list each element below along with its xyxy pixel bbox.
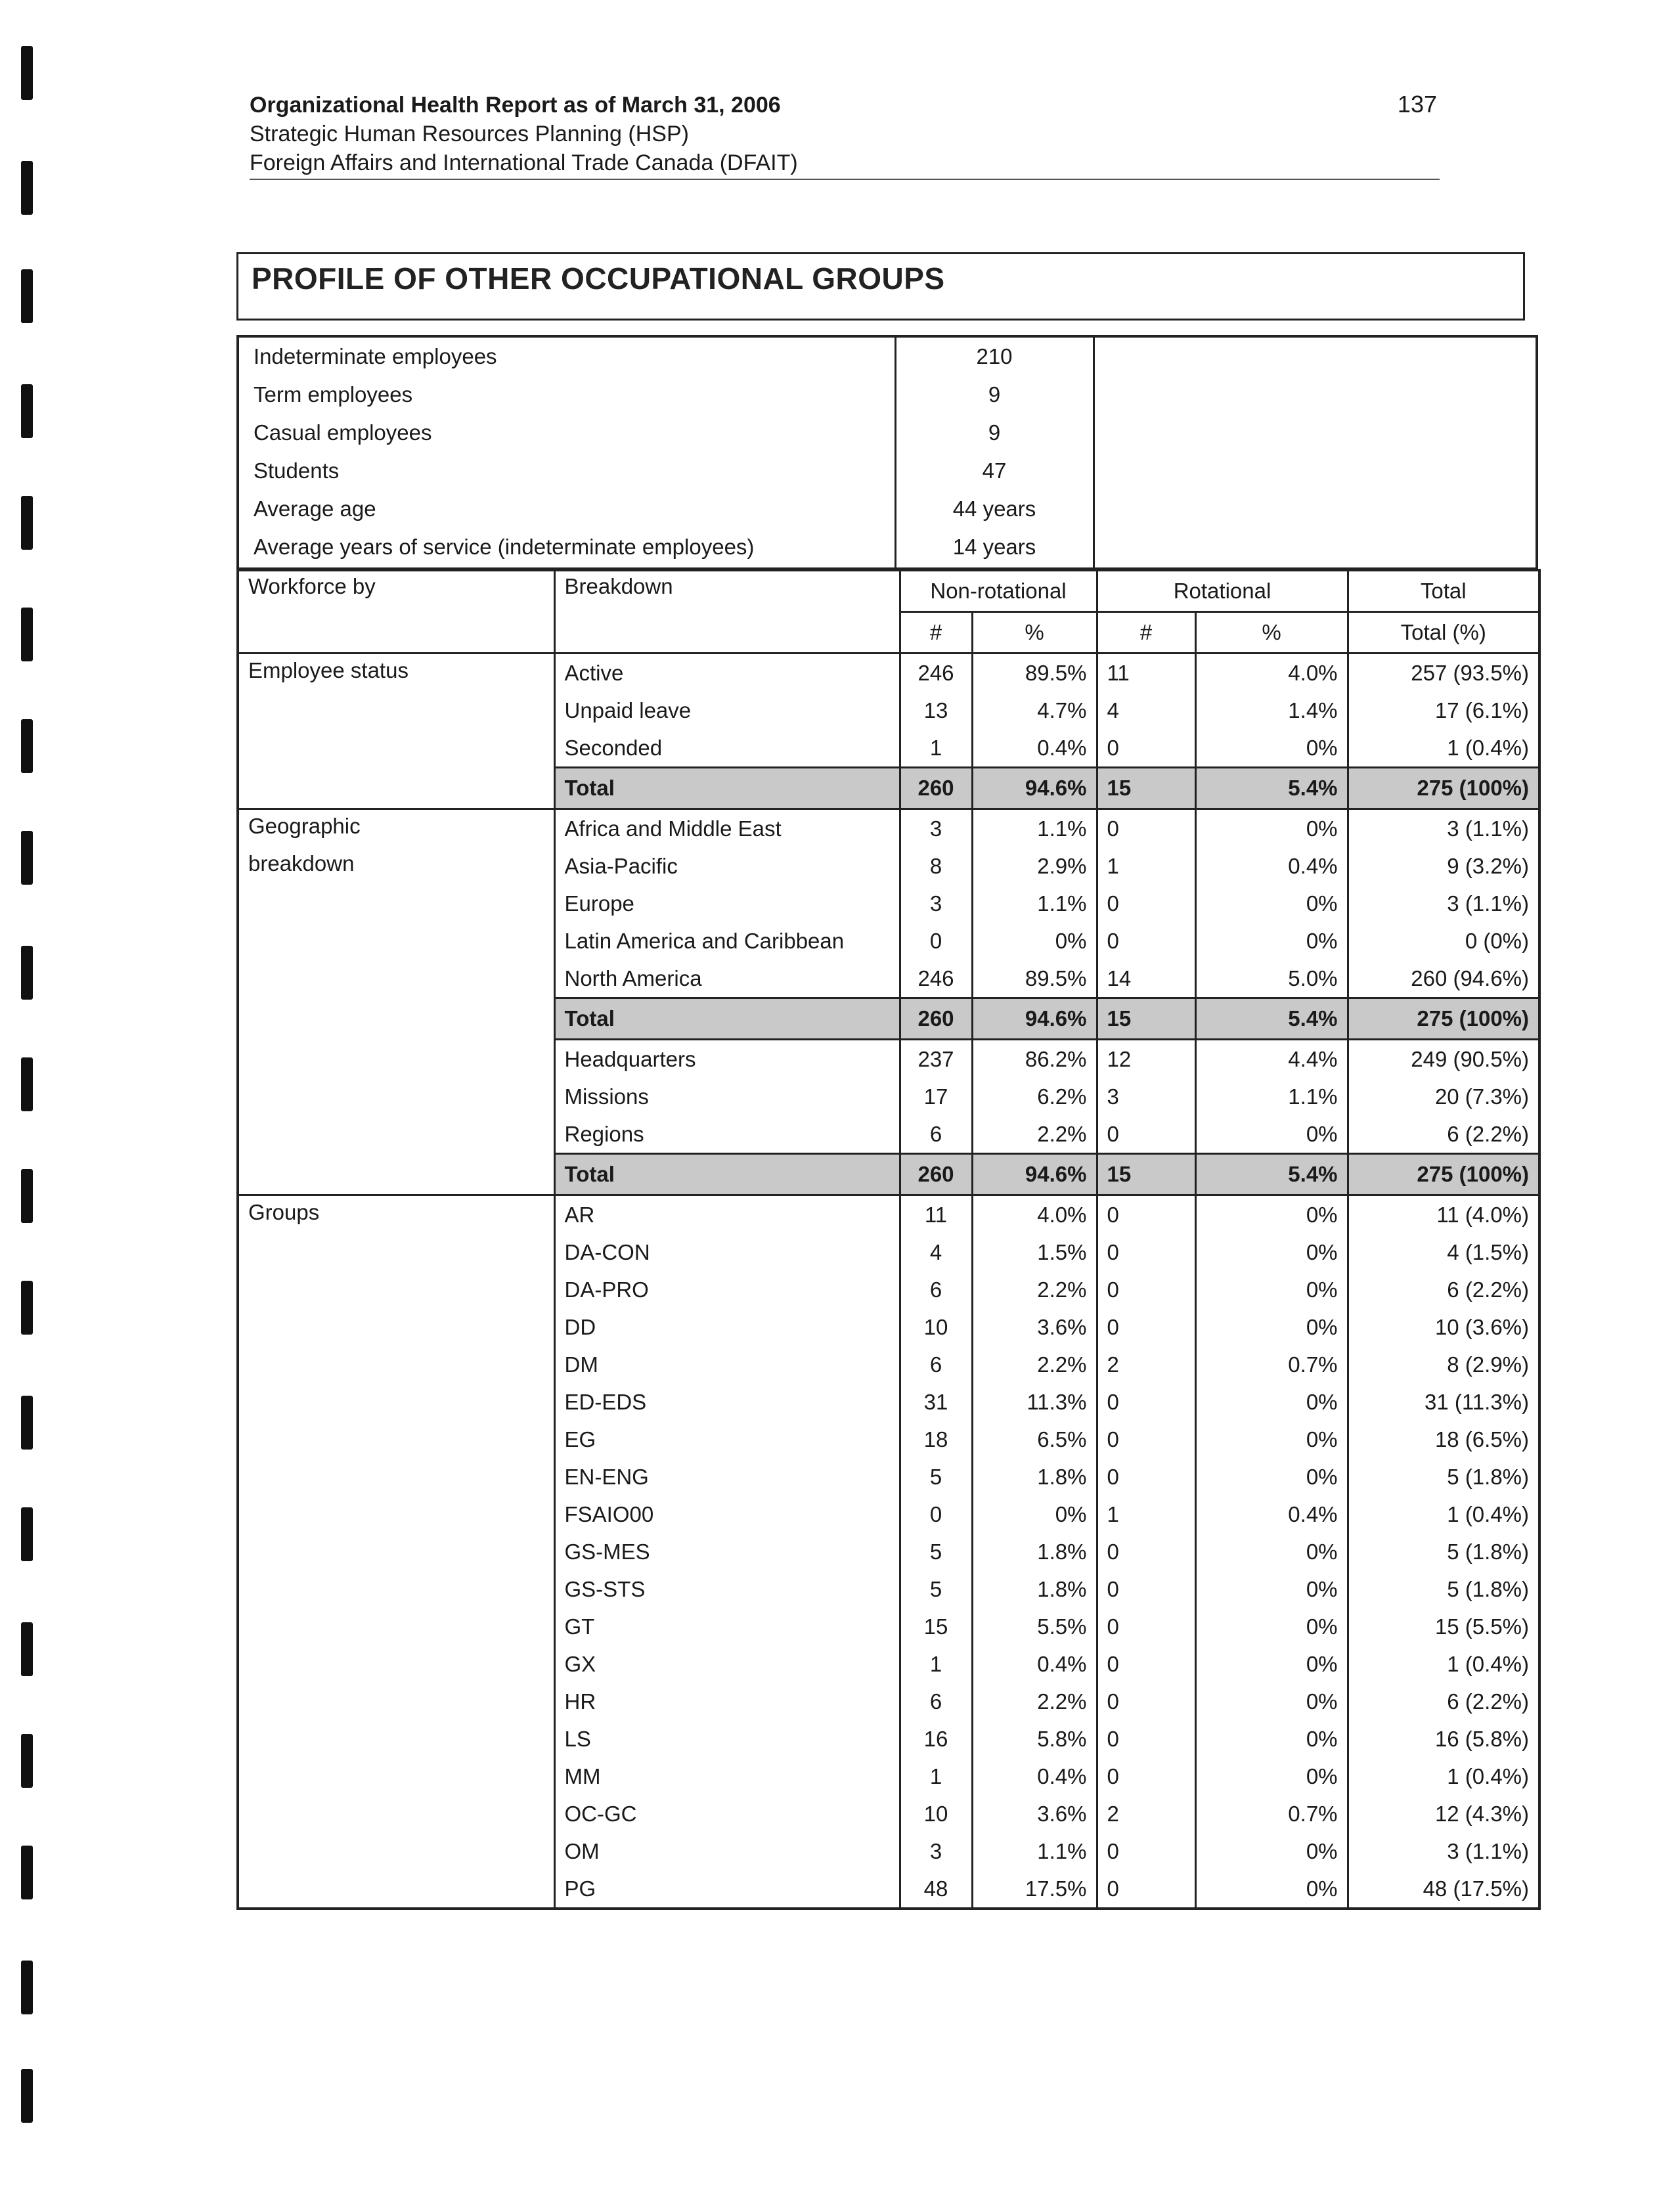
nr-count-cell: 8 — [900, 847, 972, 885]
nr-percent-cell: 3.6% — [972, 1795, 1097, 1832]
nr-percent-cell: 17.5% — [972, 1870, 1097, 1909]
workforce-table — [236, 569, 1541, 1910]
r-count-cell: 0 — [1097, 1608, 1195, 1645]
breakdown-cell: DA-CON — [554, 1233, 900, 1271]
summary-block — [236, 335, 1538, 570]
r-count-cell: 0 — [1097, 1832, 1195, 1870]
r-percent-cell: 4.4% — [1195, 1040, 1348, 1078]
r-count-cell: 0 — [1097, 1271, 1195, 1308]
r-percent-cell: 0% — [1195, 809, 1348, 848]
r-percent-cell: 0% — [1195, 885, 1348, 922]
nr-percent-cell: 2.2% — [972, 1683, 1097, 1720]
breakdown-cell: Seconded — [554, 729, 900, 768]
binder-mark — [21, 719, 33, 773]
header-nr-count: # — [900, 612, 972, 654]
binder-mark — [21, 1846, 33, 1899]
total-cell: 18 (6.5%) — [1348, 1421, 1539, 1458]
summary-row — [239, 493, 1093, 531]
category-cell: Employee status — [238, 654, 554, 809]
breakdown-cell: GT — [554, 1608, 900, 1645]
breakdown-cell: Africa and Middle East — [554, 809, 900, 848]
total-cell: 10 (3.6%) — [1348, 1308, 1539, 1346]
nr-count-cell: 5 — [900, 1458, 972, 1496]
binder-mark — [21, 1622, 33, 1676]
breakdown-cell: Unpaid leave — [554, 692, 900, 729]
nr-count-cell: 3 — [900, 1832, 972, 1870]
header-r-percent: % — [1195, 612, 1348, 654]
r-count-cell: 0 — [1097, 729, 1195, 768]
r-percent-cell: 0% — [1195, 1115, 1348, 1154]
breakdown-cell: OC-GC — [554, 1795, 900, 1832]
total-cell: 12 (4.3%) — [1348, 1795, 1539, 1832]
report-subtitle: Strategic Human Resources Planning (HSP) — [250, 122, 689, 146]
r-percent-cell: 1.1% — [1195, 1078, 1348, 1115]
breakdown-cell: PG — [554, 1870, 900, 1909]
r-count-cell: 0 — [1097, 1533, 1195, 1570]
r-percent-cell: 0% — [1195, 1683, 1348, 1720]
summary-divider — [1093, 338, 1095, 567]
r-count-cell: 1 — [1097, 1496, 1195, 1533]
r-percent-cell: 5.4% — [1195, 1154, 1348, 1195]
binder-mark — [21, 384, 33, 438]
breakdown-cell: Missions — [554, 1078, 900, 1115]
total-cell: 257 (93.5%) — [1348, 654, 1539, 692]
breakdown-cell: EG — [554, 1421, 900, 1458]
r-count-cell: 0 — [1097, 1115, 1195, 1154]
r-percent-cell: 0% — [1195, 1308, 1348, 1346]
breakdown-cell: GX — [554, 1645, 900, 1683]
breakdown-cell: EN-ENG — [554, 1458, 900, 1496]
total-cell: 6 (2.2%) — [1348, 1271, 1539, 1308]
binder-mark — [21, 1961, 33, 2014]
table-row — [238, 654, 1539, 692]
total-cell: 11 (4.0%) — [1348, 1195, 1539, 1234]
header-r-count: # — [1097, 612, 1195, 654]
category-cell: Groups — [238, 1195, 554, 1909]
binder-mark — [21, 831, 33, 885]
r-count-cell: 3 — [1097, 1078, 1195, 1115]
summary-value: 44 years — [952, 497, 1036, 521]
nr-percent-cell: 2.2% — [972, 1271, 1097, 1308]
nr-percent-cell: 1.1% — [972, 809, 1097, 848]
nr-count-cell: 0 — [900, 922, 972, 960]
total-cell: 48 (17.5%) — [1348, 1870, 1539, 1909]
nr-percent-cell: 0.4% — [972, 729, 1097, 768]
total-cell: 249 (90.5%) — [1348, 1040, 1539, 1078]
summary-label: Average age — [254, 497, 376, 521]
nr-percent-cell: 89.5% — [972, 960, 1097, 998]
total-cell: 6 (2.2%) — [1348, 1683, 1539, 1720]
total-cell: 8 (2.9%) — [1348, 1346, 1539, 1383]
breakdown-cell: Latin America and Caribbean — [554, 922, 900, 960]
total-cell: 5 (1.8%) — [1348, 1570, 1539, 1608]
r-count-cell: 0 — [1097, 1383, 1195, 1421]
header-breakdown: Breakdown — [554, 570, 900, 654]
total-cell: 260 (94.6%) — [1348, 960, 1539, 998]
total-cell: 3 (1.1%) — [1348, 885, 1539, 922]
r-count-cell: 11 — [1097, 654, 1195, 692]
breakdown-cell: GS-MES — [554, 1533, 900, 1570]
binder-mark — [21, 46, 33, 100]
total-cell: 275 (100%) — [1348, 1154, 1539, 1195]
binder-mark — [21, 1396, 33, 1450]
total-cell: 1 (0.4%) — [1348, 1645, 1539, 1683]
total-cell: 3 (1.1%) — [1348, 809, 1539, 848]
nr-percent-cell: 5.5% — [972, 1608, 1097, 1645]
table-row — [238, 1195, 1539, 1234]
breakdown-cell: Total — [554, 768, 900, 809]
nr-count-cell: 1 — [900, 1758, 972, 1795]
r-percent-cell: 0% — [1195, 1233, 1348, 1271]
section-title: PROFILE OF OTHER OCCUPATIONAL GROUPS — [252, 261, 945, 296]
nr-percent-cell: 94.6% — [972, 1154, 1097, 1195]
binder-mark — [21, 946, 33, 1000]
total-cell: 5 (1.8%) — [1348, 1533, 1539, 1570]
r-count-cell: 0 — [1097, 1870, 1195, 1909]
header-non-rotational: Non-rotational — [900, 570, 1097, 612]
nr-count-cell: 13 — [900, 692, 972, 729]
summary-label: Average years of service (indeterminate employees) — [254, 535, 755, 559]
summary-label: Casual employees — [254, 420, 432, 445]
header-total-percent: Total (%) — [1348, 612, 1539, 654]
nr-count-cell: 260 — [900, 1154, 972, 1195]
r-percent-cell: 0.4% — [1195, 1496, 1348, 1533]
header-rotational: Rotational — [1097, 570, 1348, 612]
r-count-cell: 0 — [1097, 809, 1195, 848]
binder-mark — [21, 161, 33, 215]
breakdown-cell: HR — [554, 1683, 900, 1720]
nr-percent-cell: 0% — [972, 922, 1097, 960]
summary-row — [239, 531, 1093, 569]
r-percent-cell: 0% — [1195, 1458, 1348, 1496]
nr-count-cell: 5 — [900, 1570, 972, 1608]
r-percent-cell: 0.7% — [1195, 1795, 1348, 1832]
nr-count-cell: 6 — [900, 1271, 972, 1308]
breakdown-cell: FSAIO00 — [554, 1496, 900, 1533]
nr-count-cell: 10 — [900, 1308, 972, 1346]
nr-count-cell: 15 — [900, 1608, 972, 1645]
category-label: breakdown — [248, 851, 355, 876]
category-label: Geographic — [248, 814, 361, 838]
total-cell: 6 (2.2%) — [1348, 1115, 1539, 1154]
page-header — [250, 91, 1440, 177]
nr-count-cell: 237 — [900, 1040, 972, 1078]
nr-count-cell: 246 — [900, 960, 972, 998]
r-count-cell: 4 — [1097, 692, 1195, 729]
breakdown-cell: Active — [554, 654, 900, 692]
r-count-cell: 0 — [1097, 1458, 1195, 1496]
breakdown-cell: Regions — [554, 1115, 900, 1154]
total-cell: 16 (5.8%) — [1348, 1720, 1539, 1758]
nr-count-cell: 6 — [900, 1346, 972, 1383]
report-title: Organizational Health Report as of March 31, 2006 — [250, 93, 781, 118]
r-percent-cell: 0% — [1195, 1195, 1348, 1234]
r-count-cell: 0 — [1097, 1570, 1195, 1608]
summary-row — [239, 378, 1093, 416]
total-cell: 9 (3.2%) — [1348, 847, 1539, 885]
nr-count-cell: 260 — [900, 768, 972, 809]
r-percent-cell: 0% — [1195, 1421, 1348, 1458]
r-count-cell: 15 — [1097, 998, 1195, 1040]
r-count-cell: 0 — [1097, 1720, 1195, 1758]
r-count-cell: 2 — [1097, 1795, 1195, 1832]
total-cell: 17 (6.1%) — [1348, 692, 1539, 729]
total-cell: 1 (0.4%) — [1348, 1496, 1539, 1533]
nr-percent-cell: 0.4% — [972, 1645, 1097, 1683]
nr-count-cell: 1 — [900, 729, 972, 768]
r-percent-cell: 0% — [1195, 1383, 1348, 1421]
binder-mark — [21, 1281, 33, 1335]
r-count-cell: 0 — [1097, 922, 1195, 960]
nr-count-cell: 3 — [900, 885, 972, 922]
total-cell: 15 (5.5%) — [1348, 1608, 1539, 1645]
r-percent-cell: 0.7% — [1195, 1346, 1348, 1383]
binder-mark — [21, 1507, 33, 1561]
nr-percent-cell: 0% — [972, 1496, 1097, 1533]
r-percent-cell: 0% — [1195, 1570, 1348, 1608]
breakdown-cell: GS-STS — [554, 1570, 900, 1608]
summary-value: 14 years — [952, 535, 1036, 559]
nr-count-cell: 1 — [900, 1645, 972, 1683]
r-count-cell: 15 — [1097, 768, 1195, 809]
nr-count-cell: 6 — [900, 1115, 972, 1154]
breakdown-cell: DA-PRO — [554, 1271, 900, 1308]
r-percent-cell: 5.4% — [1195, 998, 1348, 1040]
total-cell: 1 (0.4%) — [1348, 1758, 1539, 1795]
header-rule — [250, 179, 1440, 180]
nr-percent-cell: 1.1% — [972, 1832, 1097, 1870]
section-title-box — [236, 252, 1525, 321]
table-row — [238, 809, 1539, 848]
nr-percent-cell: 4.0% — [972, 1195, 1097, 1234]
summary-label: Indeterminate employees — [254, 344, 497, 368]
r-count-cell: 0 — [1097, 1308, 1195, 1346]
total-cell: 4 (1.5%) — [1348, 1233, 1539, 1271]
nr-percent-cell: 2.9% — [972, 847, 1097, 885]
summary-value: 47 — [982, 458, 1007, 483]
r-percent-cell: 1.4% — [1195, 692, 1348, 729]
r-percent-cell: 4.0% — [1195, 654, 1348, 692]
r-percent-cell: 0% — [1195, 1271, 1348, 1308]
binder-mark — [21, 269, 33, 323]
r-percent-cell: 0.4% — [1195, 847, 1348, 885]
nr-count-cell: 10 — [900, 1795, 972, 1832]
r-percent-cell: 0% — [1195, 729, 1348, 768]
nr-percent-cell: 1.5% — [972, 1233, 1097, 1271]
nr-percent-cell: 11.3% — [972, 1383, 1097, 1421]
r-percent-cell: 0% — [1195, 1645, 1348, 1683]
r-count-cell: 0 — [1097, 1645, 1195, 1683]
nr-percent-cell: 94.6% — [972, 768, 1097, 809]
breakdown-cell: AR — [554, 1195, 900, 1234]
breakdown-cell: MM — [554, 1758, 900, 1795]
binder-mark — [21, 1057, 33, 1111]
r-percent-cell: 5.0% — [1195, 960, 1348, 998]
total-cell: 31 (11.3%) — [1348, 1383, 1539, 1421]
nr-count-cell: 3 — [900, 809, 972, 848]
nr-percent-cell: 89.5% — [972, 654, 1097, 692]
breakdown-cell: ED-EDS — [554, 1383, 900, 1421]
summary-value: 9 — [988, 420, 1001, 445]
r-count-cell: 0 — [1097, 1195, 1195, 1234]
nr-percent-cell: 1.8% — [972, 1458, 1097, 1496]
r-percent-cell: 0% — [1195, 1758, 1348, 1795]
breakdown-cell: LS — [554, 1720, 900, 1758]
nr-count-cell: 11 — [900, 1195, 972, 1234]
summary-row — [239, 340, 1093, 378]
nr-count-cell: 5 — [900, 1533, 972, 1570]
summary-value: 9 — [988, 382, 1001, 407]
r-percent-cell: 0% — [1195, 1720, 1348, 1758]
nr-percent-cell: 3.6% — [972, 1308, 1097, 1346]
page-number: 137 — [1397, 91, 1437, 118]
nr-percent-cell: 2.2% — [972, 1115, 1097, 1154]
r-count-cell: 12 — [1097, 1040, 1195, 1078]
breakdown-cell: North America — [554, 960, 900, 998]
binder-mark — [21, 608, 33, 661]
breakdown-cell: OM — [554, 1832, 900, 1870]
nr-count-cell: 260 — [900, 998, 972, 1040]
nr-percent-cell: 94.6% — [972, 998, 1097, 1040]
r-count-cell: 2 — [1097, 1346, 1195, 1383]
breakdown-cell: DD — [554, 1308, 900, 1346]
header-nr-percent: % — [972, 612, 1097, 654]
r-count-cell: 0 — [1097, 885, 1195, 922]
r-count-cell: 0 — [1097, 1421, 1195, 1458]
r-count-cell: 0 — [1097, 1233, 1195, 1271]
binder-marks — [0, 0, 39, 2195]
total-cell: 275 (100%) — [1348, 998, 1539, 1040]
binder-mark — [21, 2069, 33, 2123]
r-count-cell: 1 — [1097, 847, 1195, 885]
nr-percent-cell: 6.2% — [972, 1078, 1097, 1115]
nr-count-cell: 31 — [900, 1383, 972, 1421]
nr-percent-cell: 6.5% — [972, 1421, 1097, 1458]
r-percent-cell: 5.4% — [1195, 768, 1348, 809]
total-cell: 1 (0.4%) — [1348, 729, 1539, 768]
nr-percent-cell: 86.2% — [972, 1040, 1097, 1078]
nr-count-cell: 18 — [900, 1421, 972, 1458]
r-percent-cell: 0% — [1195, 1870, 1348, 1909]
nr-percent-cell: 1.1% — [972, 885, 1097, 922]
nr-percent-cell: 2.2% — [972, 1346, 1097, 1383]
total-cell: 275 (100%) — [1348, 768, 1539, 809]
total-cell: 3 (1.1%) — [1348, 1832, 1539, 1870]
nr-percent-cell: 4.7% — [972, 692, 1097, 729]
summary-row — [239, 455, 1093, 493]
r-percent-cell: 0% — [1195, 1608, 1348, 1645]
r-percent-cell: 0% — [1195, 922, 1348, 960]
total-cell: 0 (0%) — [1348, 922, 1539, 960]
header-workforce-by: Workforce by — [238, 570, 554, 654]
binder-mark — [21, 1734, 33, 1788]
header-total: Total — [1348, 570, 1539, 612]
breakdown-cell: Total — [554, 998, 900, 1040]
breakdown-cell: Europe — [554, 885, 900, 922]
breakdown-cell: DM — [554, 1346, 900, 1383]
breakdown-cell: Asia-Pacific — [554, 847, 900, 885]
nr-count-cell: 17 — [900, 1078, 972, 1115]
r-count-cell: 14 — [1097, 960, 1195, 998]
r-count-cell: 0 — [1097, 1683, 1195, 1720]
nr-count-cell: 48 — [900, 1870, 972, 1909]
summary-value: 210 — [976, 344, 1013, 368]
r-percent-cell: 0% — [1195, 1533, 1348, 1570]
total-cell: 20 (7.3%) — [1348, 1078, 1539, 1115]
total-cell: 5 (1.8%) — [1348, 1458, 1539, 1496]
breakdown-cell: Headquarters — [554, 1040, 900, 1078]
nr-count-cell: 6 — [900, 1683, 972, 1720]
summary-label: Term employees — [254, 382, 413, 407]
summary-label: Students — [254, 458, 340, 483]
summary-row — [239, 416, 1093, 455]
nr-percent-cell: 1.8% — [972, 1533, 1097, 1570]
nr-percent-cell: 5.8% — [972, 1720, 1097, 1758]
nr-count-cell: 16 — [900, 1720, 972, 1758]
nr-percent-cell: 0.4% — [972, 1758, 1097, 1795]
breakdown-cell: Total — [554, 1154, 900, 1195]
nr-percent-cell: 1.8% — [972, 1570, 1097, 1608]
department-name: Foreign Affairs and International Trade Canada (DFAIT) — [250, 150, 798, 175]
binder-mark — [21, 496, 33, 550]
binder-mark — [21, 1169, 33, 1223]
nr-count-cell: 246 — [900, 654, 972, 692]
r-count-cell: 0 — [1097, 1758, 1195, 1795]
r-percent-cell: 0% — [1195, 1832, 1348, 1870]
category-cell — [238, 809, 554, 1195]
nr-count-cell: 4 — [900, 1233, 972, 1271]
nr-count-cell: 0 — [900, 1496, 972, 1533]
r-count-cell: 15 — [1097, 1154, 1195, 1195]
